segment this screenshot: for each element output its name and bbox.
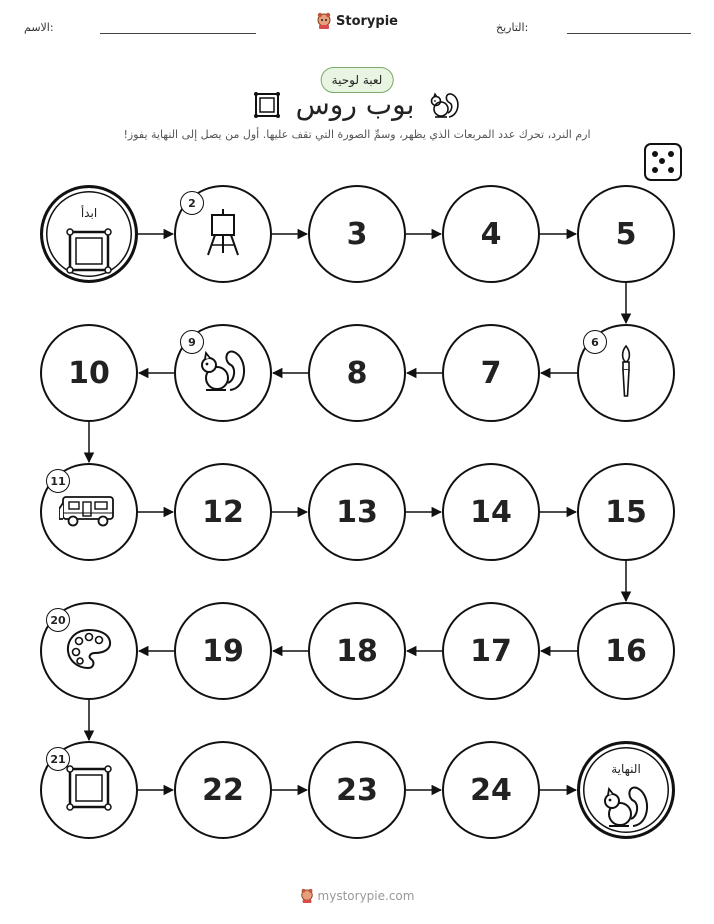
finish-space: [577, 741, 675, 839]
board-space-13: [308, 463, 406, 561]
easel-icon: [203, 207, 243, 261]
space-number: 24: [470, 772, 512, 808]
space-caption: النهاية: [611, 762, 641, 776]
space-number: 12: [202, 494, 244, 530]
space-number-tag: 2: [180, 191, 204, 215]
board-space-15: [577, 463, 675, 561]
board-space-6: [577, 324, 675, 422]
board-space-14: [442, 463, 540, 561]
palette-icon: [64, 627, 114, 675]
board-space-9: [174, 324, 272, 422]
frame-icon: [66, 228, 112, 278]
board-space-8: [308, 324, 406, 422]
instructions: ارم النرد، تحرك عدد المربعات الذي يظهر، وسمِّ الصورة التي تقف عليها. أول من يصل إلى النهاية يفوز!: [123, 128, 591, 141]
footer: [0, 888, 714, 904]
space-number: 5: [615, 216, 637, 252]
board-space-2: [174, 185, 272, 283]
space-number: 10: [68, 355, 110, 391]
board-space-10: [40, 324, 138, 422]
board-space-23: [308, 741, 406, 839]
game-type-badge: لعبة لوحية: [321, 67, 394, 93]
space-number: 22: [202, 772, 244, 808]
space-number: 14: [470, 494, 512, 530]
name-label: الاسم:: [24, 21, 54, 34]
camper-van-icon: [59, 491, 119, 533]
board-space-11: [40, 463, 138, 561]
storypie-mascot-icon: [300, 888, 314, 904]
space-number-tag: 6: [583, 330, 607, 354]
board-space-7: [442, 324, 540, 422]
paintbrush-icon: [616, 344, 636, 402]
board-space-24: [442, 741, 540, 839]
space-caption: ابدأ: [80, 206, 98, 220]
brand-name: Storypie: [336, 13, 398, 29]
board-space-4: [442, 185, 540, 283]
space-number: 3: [346, 216, 368, 252]
squirrel-icon: [198, 348, 248, 398]
space-number: 16: [605, 633, 647, 669]
board-space-5: [577, 185, 675, 283]
board-space-12: [174, 463, 272, 561]
start-space: [40, 185, 138, 283]
space-number: 4: [480, 216, 502, 252]
squirrel-icon: [601, 784, 651, 834]
board-space-17: [442, 602, 540, 700]
footer-url: mystorypie.com: [317, 889, 415, 903]
space-number-tag: 9: [180, 330, 204, 354]
board-space-16: [577, 602, 675, 700]
page-title: بوب روس: [295, 88, 415, 121]
space-number: 17: [470, 633, 512, 669]
board-space-18: [308, 602, 406, 700]
board-space-22: [174, 741, 272, 839]
frame-icon: [66, 765, 112, 815]
space-number: 18: [336, 633, 378, 669]
board-space-21: [40, 741, 138, 839]
space-number: 7: [480, 355, 502, 391]
space-number: 23: [336, 772, 378, 808]
board-space-19: [174, 602, 272, 700]
space-number: 15: [605, 494, 647, 530]
board-space-20: [40, 602, 138, 700]
space-number-tag: 21: [46, 747, 70, 771]
date-label: التاريخ:: [496, 21, 529, 34]
board-space-3: [308, 185, 406, 283]
space-number: 13: [336, 494, 378, 530]
space-number-tag: 20: [46, 608, 70, 632]
space-number: 19: [202, 633, 244, 669]
space-number-tag: 11: [46, 469, 70, 493]
space-number: 8: [346, 355, 368, 391]
